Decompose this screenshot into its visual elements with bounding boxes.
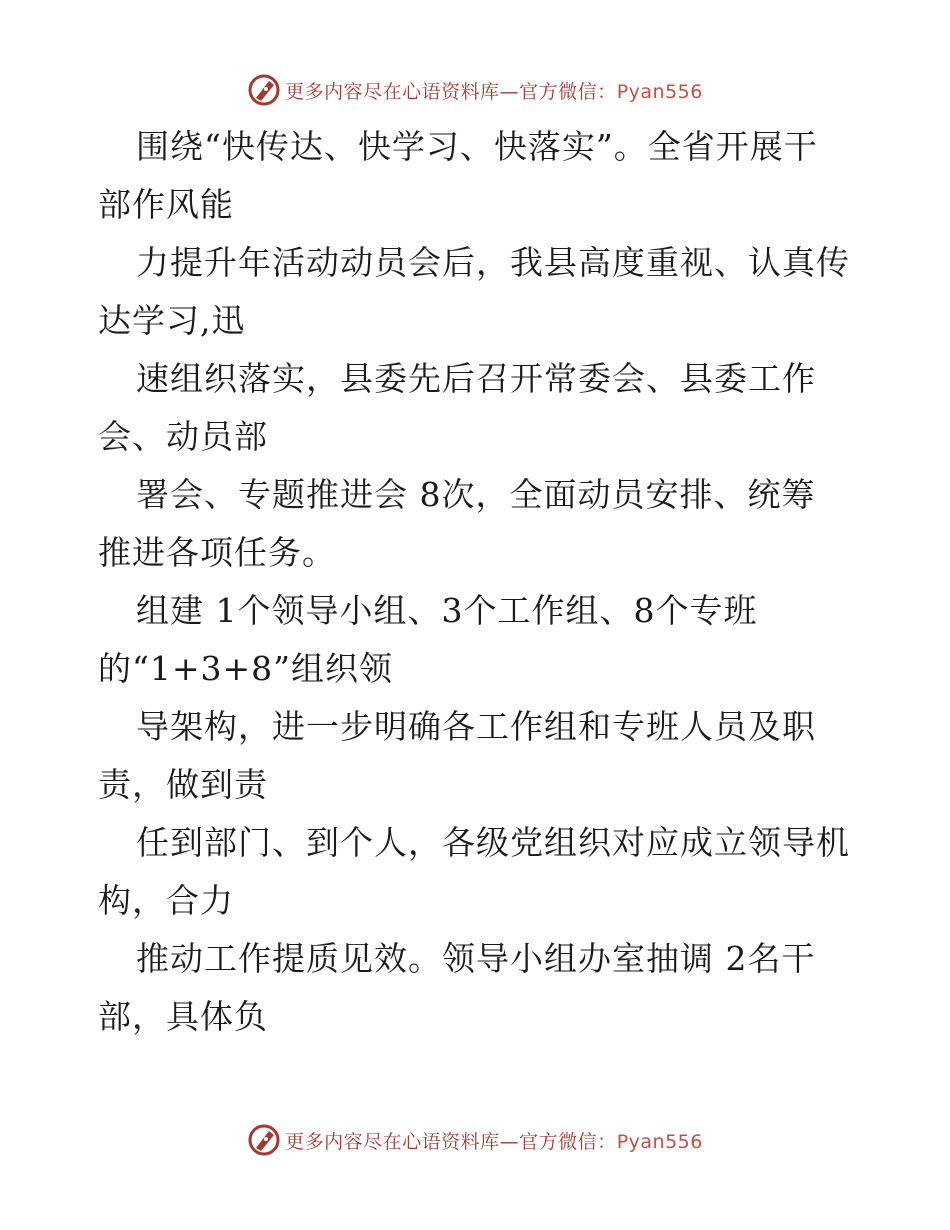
text-line: 责，做到责 xyxy=(98,765,268,804)
watermark-text xyxy=(285,1127,703,1154)
watermark-text xyxy=(285,77,703,104)
text-line: 组建 1个领导小组、3个工作组、8个专班 xyxy=(136,591,758,630)
text-line: 速组织落实，县委先后召开常委会、县委工作 xyxy=(136,359,816,398)
document-body xyxy=(98,118,868,1046)
text-line: 署会、专题推进会 8次，全面动员安排、统筹 xyxy=(136,475,816,514)
text-line: 构，合力 xyxy=(98,881,234,920)
text-line: 达学习,迅 xyxy=(98,301,246,340)
watermark-wechat-label: 官方微信： xyxy=(519,80,617,103)
text-line: 推进各项任务。 xyxy=(98,533,336,572)
watermark-wechat-id: Pyan556 xyxy=(616,80,703,103)
pen-nib-circle-icon xyxy=(247,73,281,107)
pen-nib-circle-icon xyxy=(247,1123,281,1157)
text-line: 导架构，进一步明确各工作组和专班人员及职 xyxy=(136,707,816,746)
text-line: 部，具体负 xyxy=(98,997,268,1036)
text-line: 任到部门、到个人，各级党组织对应成立领导机 xyxy=(136,823,850,862)
text-line: 部作风能 xyxy=(98,185,234,224)
text-line: 力提升年活动动员会后，我县高度重视、认真传 xyxy=(136,243,850,282)
watermark-wechat-id: Pyan556 xyxy=(616,1130,703,1153)
watermark-dash: — xyxy=(499,1130,520,1153)
text-line: 围绕“快传达、快学习、快落实”。全省开展干 xyxy=(136,127,818,166)
header-watermark xyxy=(0,70,950,110)
text-line: 会、动员部 xyxy=(98,417,268,456)
footer-watermark xyxy=(0,1120,950,1160)
watermark-wechat-label: 官方微信： xyxy=(519,1130,617,1153)
watermark-prefix: 更多内容尽在心语资料库 xyxy=(285,80,500,103)
watermark-dash: — xyxy=(499,80,520,103)
text-line: 推动工作提质见效。领导小组办室抽调 2名干 xyxy=(136,939,816,978)
watermark-prefix: 更多内容尽在心语资料库 xyxy=(285,1130,500,1153)
text-line: 的“1+3+8”组织领 xyxy=(98,649,394,688)
